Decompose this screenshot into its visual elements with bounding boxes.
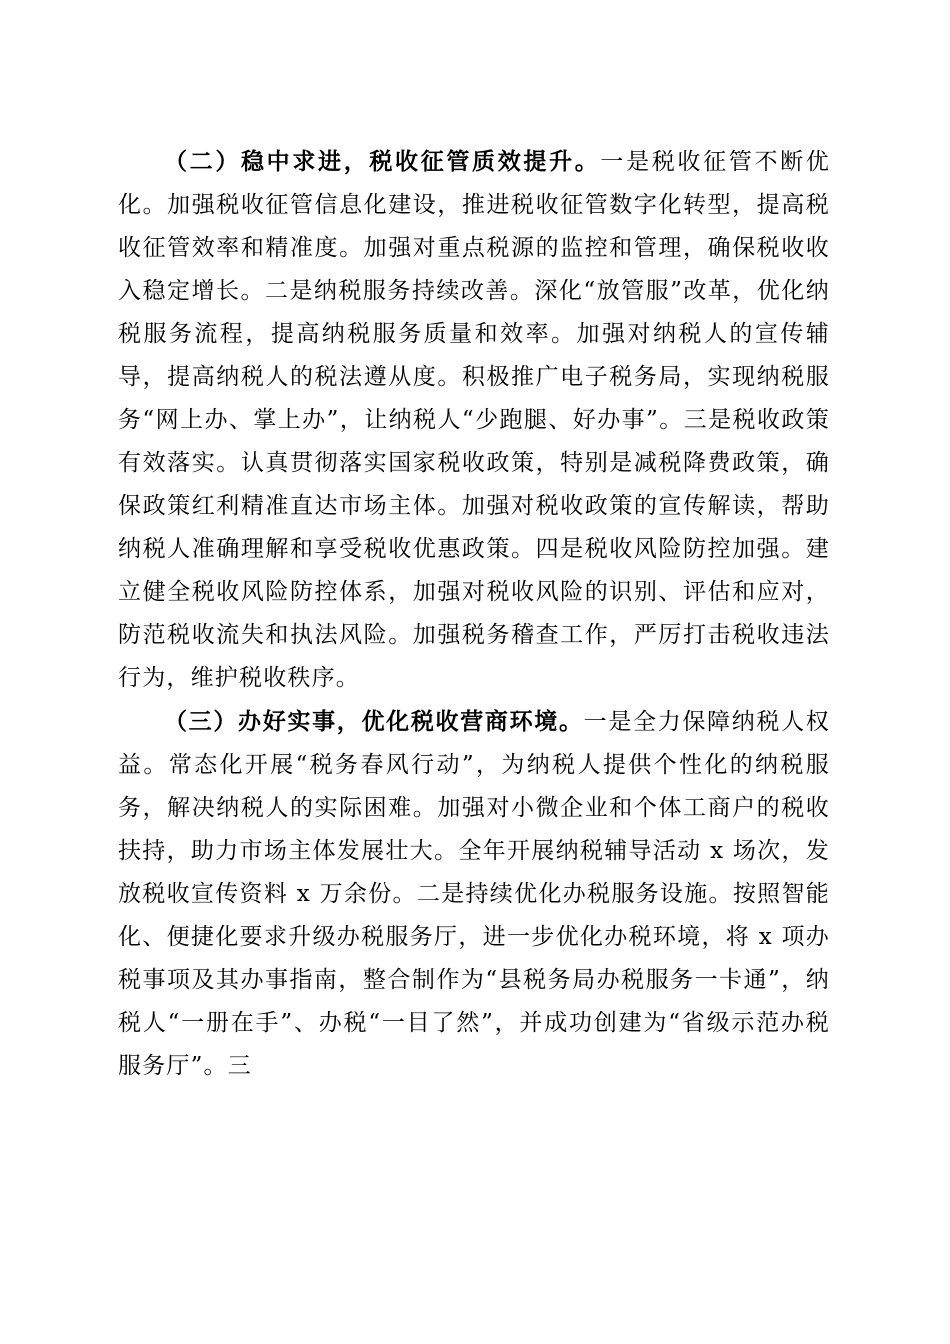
section-2-body: 一是税收征管不断优化。加强税收征管信息化建设，推进税收征管数字化转型，提高税收征管效率和精准度。加强对重点税源的监控和管理，确保税收收入稳定增长。二是纳税服务持续改善。深化“放管服”改革，优化纳税服务流程，提高纳税服务质量和效率。加强对纳税人的宣传辅导，提高纳税人的税法遵从度。积极推广电子税务局，实现纳税服务“网上办、掌上办”，让纳税人“少跑腿、好办事”。三是税收政策有效落实。认真贯彻落实国家税收政策，特别是减税降费政策，确保政策红利精准直达市场主体。加强对税收政策的宣传解读，帮助纳税人准确理解和享受税收优惠政策。四是税收风险防控加强。建立健全税收风险防控体系，加强对税收风险的识别、评估和应对，防范税收流失和执法风险。加强税务稽查工作，严厉打击税收违法行为，维护税收秩序。 bbox=[118, 149, 830, 691]
section-3-body: 一是全力保障纳税人权益。常态化开展“税务春风行动”，为纳税人提供个性化的纳税服务，解决纳税人的实际困难。加强对小微企业和个体工商户的税收扶持，助力市场主体发展壮大。全年开展纳税辅导活动 x 场次，发放税收宣传资料 x 万余份。二是持续优化办税服务设施。按照智能化、便捷化要求升级办税服务厅，进一步优化办税环境，将 x 项办税事项及其办事指南，整合制作为“县税务局办税服务一卡通”，纳税人“一册在手”、办税“一目了然”，并成功创建为“省级示范办税服务厅”。三 bbox=[118, 709, 830, 1079]
paragraph-section-2 bbox=[118, 140, 830, 700]
document-body bbox=[118, 140, 830, 1088]
section-3-heading: （三）办好实事，优化税收营商环境。 bbox=[164, 708, 584, 735]
paragraph-section-3 bbox=[118, 700, 830, 1088]
section-2-heading: （二）稳中求进，税收征管质效提升。 bbox=[164, 148, 601, 175]
